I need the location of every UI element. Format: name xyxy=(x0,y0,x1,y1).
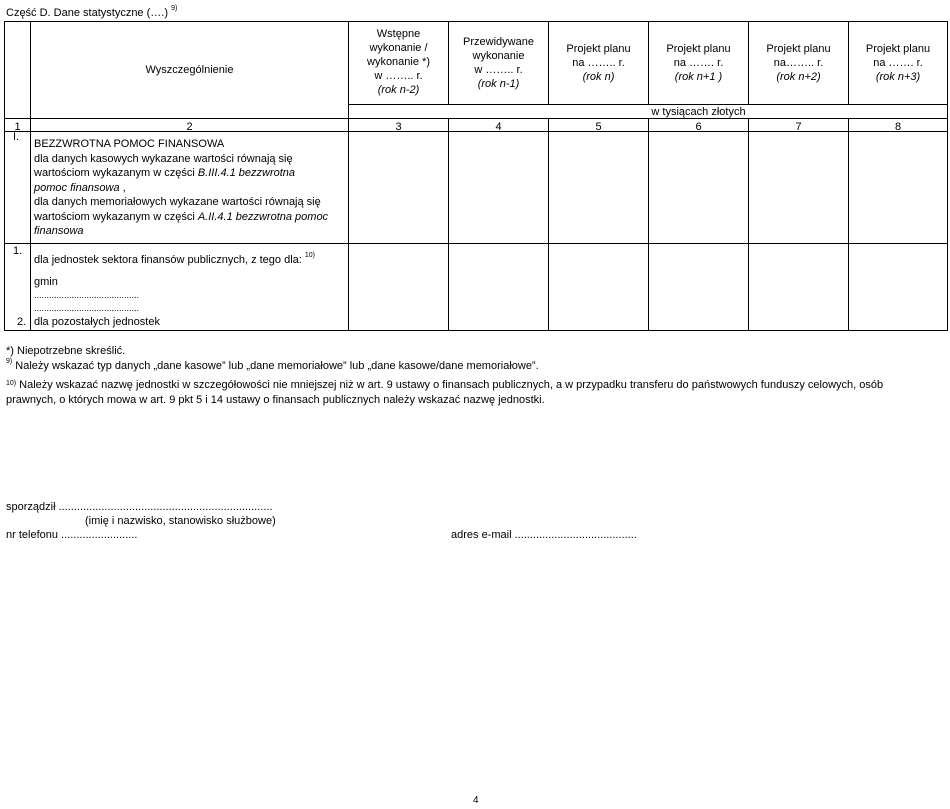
header-col8-line: (rok n+3) xyxy=(875,71,921,83)
header-col7-line: Projekt planu xyxy=(766,43,831,55)
column-number: 2 xyxy=(186,121,193,133)
row-text-line: wartościom wykazanym w części B.III.4.1 bezzwrotna xyxy=(34,167,296,179)
header-col4-line: w …….. r. xyxy=(474,64,523,76)
header-col6-line: Projekt planu xyxy=(666,43,731,55)
header-col3-line: Wstępne xyxy=(376,28,421,40)
note-10: $^{10)}$ Należy wskazać nazwę jednostki w szczegółowości nie mniejszej niż w art. 9 ustawy o finansach publicznych, a w przypadku transferu do państwowych funduszy celowych, osób prawnych, o których mowa w art. 9 pkt 5 i 14 ustawy o finansach publicznych należy wskazać nazwę jednostki. xyxy=(6,379,884,406)
row-text-line: wartościom wykazanym w części A.II.4.1 bezzwrotna pomoc xyxy=(34,210,329,223)
note-9: $^{9)}$ Należy wskazać typ danych „dane kasowe” lub „dane memoriałowe” lub „dane kasowe/dane memoriałowe”. xyxy=(6,358,539,372)
table-line xyxy=(4,243,948,244)
prepared-by-caption: (imię i nazwisko, stanowisko służbowe) xyxy=(85,515,276,527)
units-label xyxy=(349,105,950,119)
row-1-gmin: gmin xyxy=(34,276,58,288)
table-line xyxy=(4,21,5,331)
row-1-dots: .......................................... xyxy=(34,303,140,313)
header-col5-line: Projekt planu xyxy=(566,43,631,55)
header-col6-line: (rok n+1 ) xyxy=(674,71,723,83)
row-1-text: dla jednostek sektora finansów publicznych, z tego dla: $^{10)}$ xyxy=(34,252,316,266)
table-line xyxy=(848,118,849,331)
table-line xyxy=(448,118,449,331)
table-line xyxy=(4,21,948,22)
table-line xyxy=(4,330,948,331)
column-number: 5 xyxy=(595,121,602,133)
header-col7-line: na…….. r. xyxy=(773,57,824,69)
header-col7-line: (rok n+2) xyxy=(776,71,821,83)
header-col5-line: (rok n) xyxy=(582,71,615,83)
row-number: I. xyxy=(13,131,20,143)
row-text-line: pomoc finansowa , xyxy=(34,181,126,194)
column-number: 3 xyxy=(395,121,402,133)
header-description xyxy=(31,63,348,77)
page-number: 4 xyxy=(473,795,479,806)
header-col8-line: na ……. r. xyxy=(873,57,923,69)
column-number: 7 xyxy=(795,121,802,133)
table-line xyxy=(947,21,948,331)
table-line xyxy=(748,118,749,331)
page-title-text: Część D. Dane statystyczne (….) xyxy=(6,7,168,19)
column-number: 6 xyxy=(695,121,702,133)
column-number: 4 xyxy=(495,121,502,133)
column-number: 1 xyxy=(14,121,21,133)
header-col4-line: wykonanie xyxy=(472,50,525,62)
row-text-line: dla danych kasowych wykazane wartości równają się xyxy=(34,152,293,165)
row-number: 2. xyxy=(17,316,27,328)
row-text-line: dla danych memoriałowych wykazane wartości równają się xyxy=(34,196,321,208)
note-asterisk: *) Niepotrzebne skreślić. xyxy=(6,345,126,357)
header-description-text: Wyszczególnienie xyxy=(145,64,234,76)
header-col3-line: (rok n-2) xyxy=(377,84,420,96)
table-line xyxy=(648,118,649,331)
header-col5-line: na …….. r. xyxy=(572,57,625,69)
header-col4 xyxy=(449,35,548,91)
row-description xyxy=(34,137,328,239)
header-col3-line: wykonanie *) xyxy=(367,56,430,68)
row-2-text: dla pozostałych jednostek xyxy=(34,316,160,328)
header-col6-line: na ……. r. xyxy=(673,57,724,69)
header-col3 xyxy=(349,27,448,97)
row-1-dots: .......................................... xyxy=(34,290,140,300)
header-col8 xyxy=(849,42,947,84)
phone-field: nr telefonu ......................... xyxy=(6,529,138,541)
header-col3-line: w …….. r. xyxy=(374,70,423,82)
header-col4-line: (rok n-1) xyxy=(477,78,520,90)
row-title: BEZZWROTNA POMOC FINANSOWA xyxy=(34,138,225,150)
header-col7 xyxy=(749,42,848,84)
page-title xyxy=(6,7,177,19)
units-text: w tysiącach złotych xyxy=(651,106,746,118)
header-col4-line: Przewidywane xyxy=(463,36,534,48)
column-number: 8 xyxy=(894,121,902,133)
header-col6 xyxy=(649,42,748,84)
title-footnote-mark: 9) xyxy=(171,5,178,12)
footnote-10-mark: 10) xyxy=(304,252,316,259)
prepared-by-field: sporządził ...................................................................... xyxy=(6,501,273,513)
row-text-line: finansowa xyxy=(34,225,84,237)
email-field: adres e-mail ........................................ xyxy=(451,529,637,541)
row-number: 1. xyxy=(13,245,23,257)
header-col5 xyxy=(549,42,648,84)
header-col3-line: wykonanie / xyxy=(369,42,428,54)
header-col8-line: Projekt planu xyxy=(865,43,931,55)
table-line xyxy=(548,118,549,331)
